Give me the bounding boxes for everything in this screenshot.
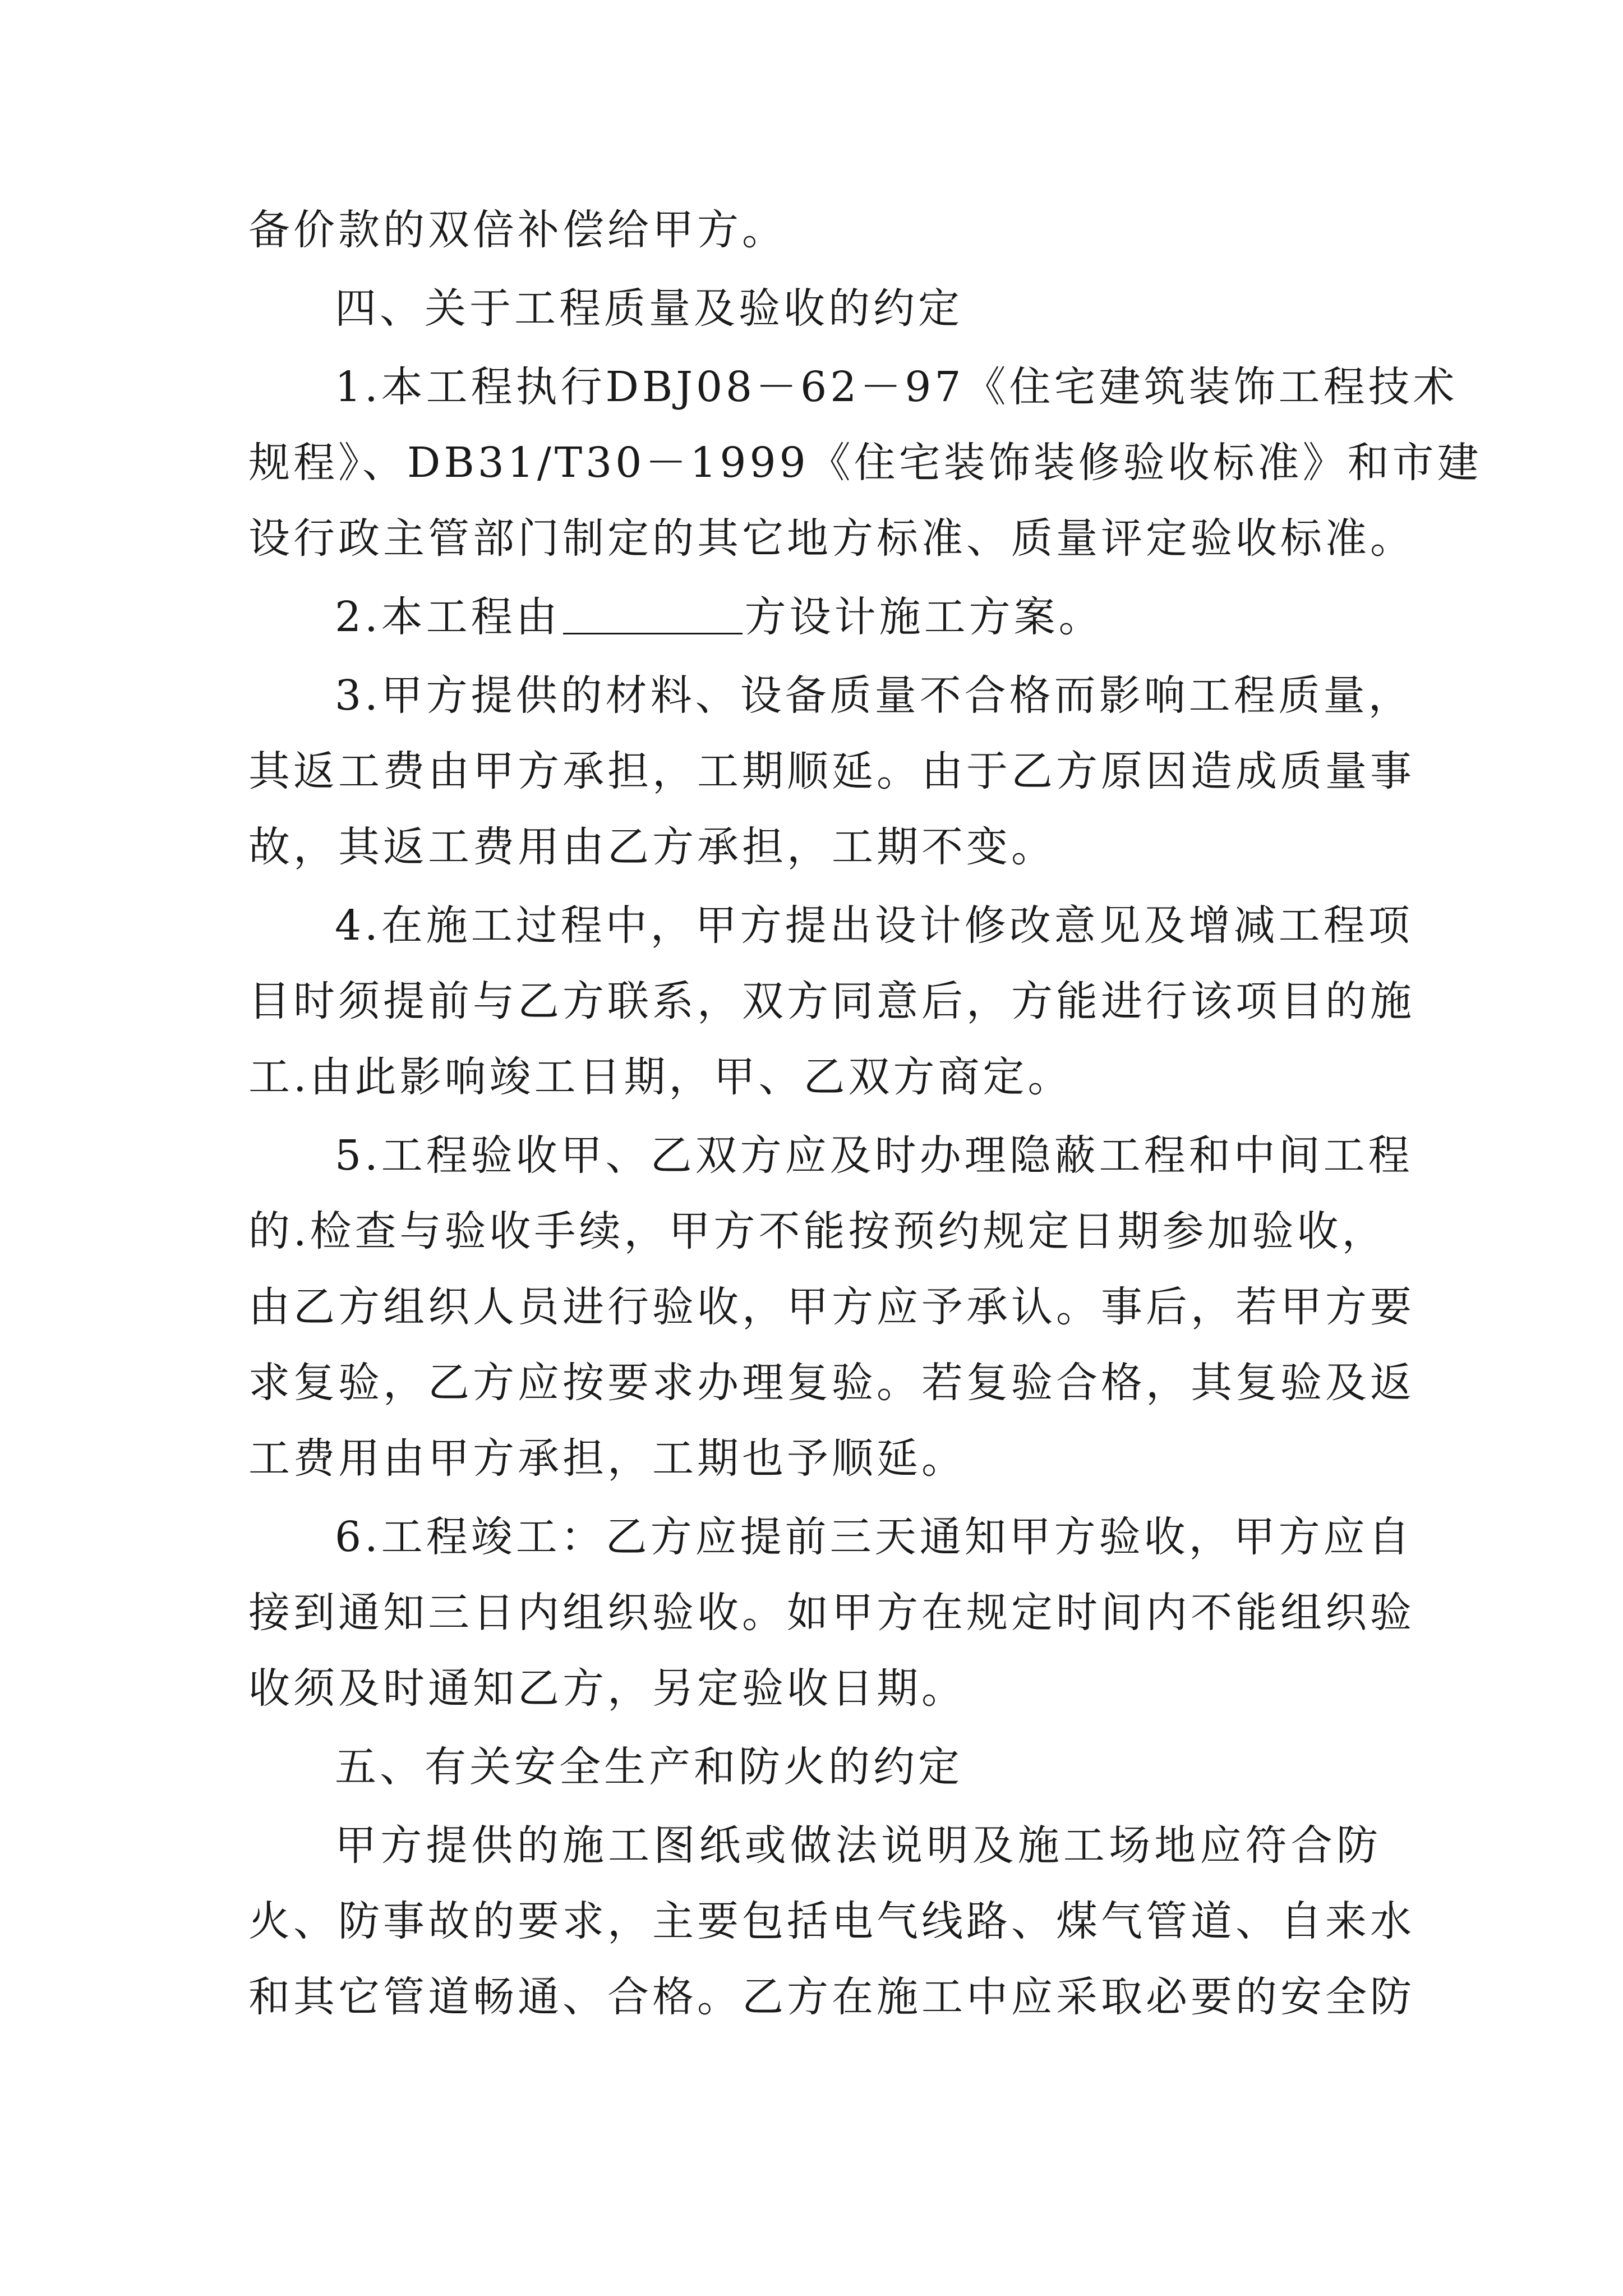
text-line: 火、防事故的要求，主要包括电气线路、煤气管道、自来水 <box>248 1897 1415 1945</box>
text-line: 的.检查与验收手续，甲方不能按预约规定日期参加验收， <box>248 1207 1387 1255</box>
text-line: 1.本工程执行DBJ08－62－97《住宅建筑装饰工程技术 <box>335 363 1458 411</box>
text-segment: 方设计施工方案。 <box>744 593 1104 641</box>
text-line: 求复验，乙方应按要求办理复验。若复验合格，其复验及返 <box>248 1359 1415 1407</box>
text-line: 目时须提前与乙方联系，双方同意后，方能进行该项目的施 <box>248 977 1415 1025</box>
text-line: 故，其返工费用由乙方承担，工期不变。 <box>248 823 1056 871</box>
text-line: 6.工程竣工：乙方应提前三天通知甲方验收，甲方应自 <box>335 1513 1413 1561</box>
text-line: 规程》、DB31/T30－1999《住宅装饰装修验收标准》和市建 <box>248 439 1482 487</box>
text-line: 和其它管道畅通、合格。乙方在施工中应采取必要的安全防 <box>248 1973 1415 2021</box>
section-heading: 四、关于工程质量及验收的约定 <box>335 284 963 333</box>
text-line: 工费用由甲方承担，工期也予顺延。 <box>248 1434 966 1483</box>
text-line: 备价款的双倍补偿给甲方。 <box>248 206 787 254</box>
text-line <box>335 589 1381 645</box>
text-line: 4.在施工过程中，甲方提出设计修改意见及增减工程项 <box>335 901 1413 950</box>
text-line: 由乙方组织人员进行验收，甲方应予承认。事后，若甲方要 <box>248 1283 1415 1331</box>
text-line: 设行政主管部门制定的其它地方标准、质量评定验收标准。 <box>248 514 1415 563</box>
fill-in-blank[interactable] <box>563 593 743 634</box>
section-heading: 五、有关安全生产和防火的约定 <box>335 1743 963 1791</box>
text-segment: 2.本工程由 <box>335 593 561 641</box>
text-line: 其返工费由甲方承担，工期顺延。由于乙方原因造成质量事 <box>248 747 1415 795</box>
text-line: 5.工程验收甲、乙双方应及时办理隐蔽工程和中间工程 <box>335 1131 1413 1180</box>
text-line: 甲方提供的施工图纸或做法说明及施工场地应符合防 <box>335 1821 1381 1870</box>
text-line: 3.甲方提供的材料、设备质量不合格而影响工程质量， <box>335 671 1413 720</box>
text-line: 接到通知三日内组织验收。如甲方在规定时间内不能组织验 <box>248 1589 1415 1637</box>
text-line: 收须及时通知乙方，另定验收日期。 <box>248 1664 966 1713</box>
text-line: 工.由此影响竣工日期，甲、乙双方商定。 <box>248 1053 1073 1101</box>
